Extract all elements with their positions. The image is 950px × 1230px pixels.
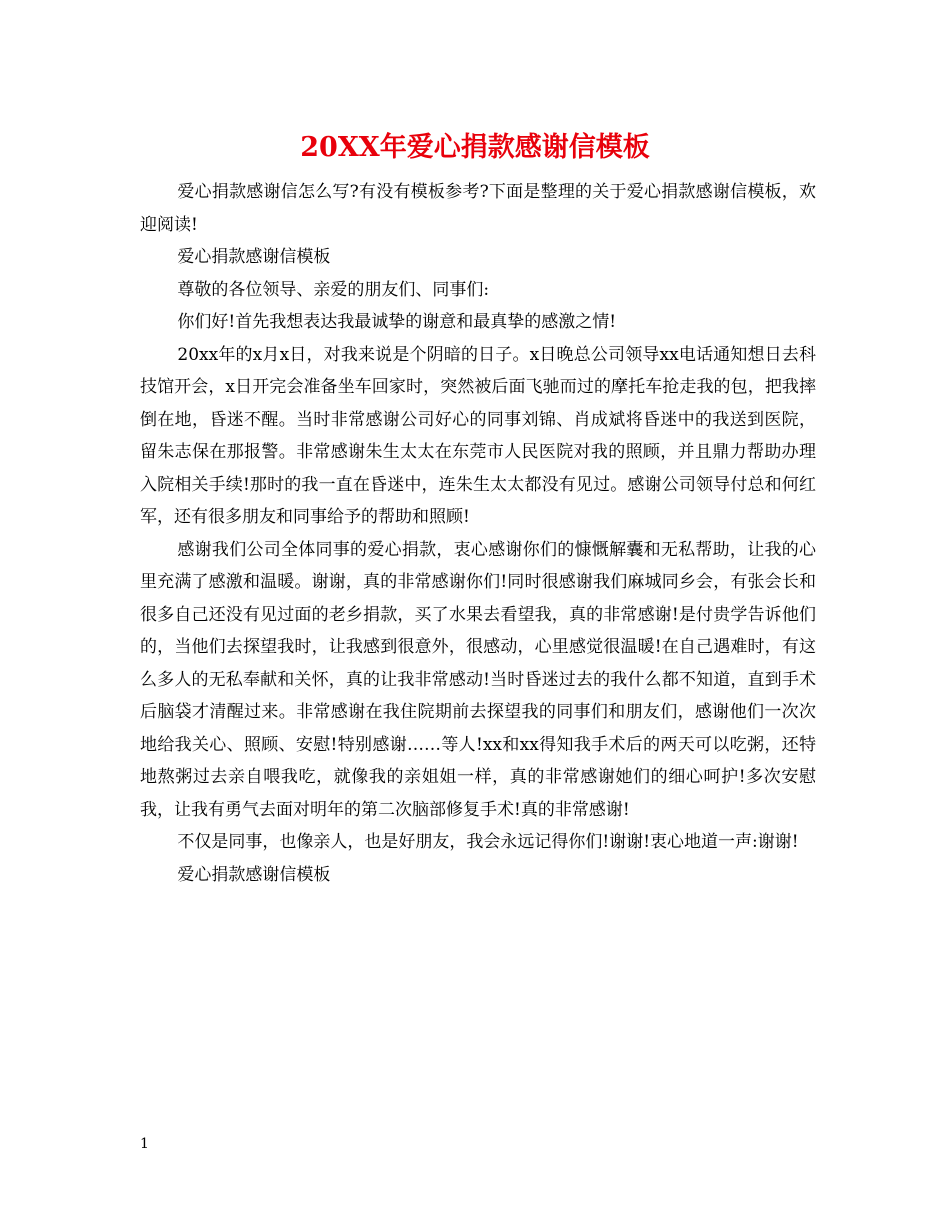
paragraph-greeting: 你们好!首先我想表达我最诚挚的谢意和最真挚的感激之情! (177, 312, 617, 332)
paragraph-thanks: 感谢我们公司全体同事的爱心捐款，衷心感谢你们的慷慨解囊和无私帮助，让我的心里充满了感激和温暖。谢谢，真的非常感谢你们!同时很感谢我们麻城同乡会，有张会长和很多自己还没有见过面的老乡捐款，买了水果去看望我，真的非常感谢!是付贵学告诉他们的，当他们去探望我时，让我感到很意外，很感动，心里感觉很温暖!在自己遇难时，有这么多人的无私奉献和关怀，真的让我非常感动!当时昏迷过去的我什么都不知道，直到手术后脑袋才清醒过来。非常感谢在我住院期前去探望我的同事们和朋友们，感谢他们一次次地给我关心、照顾、安慰!特别感谢……等人!xx和xx得知我手术后的两天可以吃粥，还特地熬粥过去亲自喂我吃，就像我的亲姐姐一样，真的非常感谢她们的细心呵护!多次安慰我，让我有勇气去面对明年的第二次脑部修复手术!真的非常感谢! (140, 539, 816, 820)
document-body (140, 176, 816, 891)
paragraph-intro: 爱心捐款感谢信怎么写?有没有模板参考?下面是整理的关于爱心捐款感谢信模板，欢迎阅读! (140, 182, 816, 235)
document-title: 20XX年爱心捐款感谢信模板 (300, 132, 650, 163)
page-number: 1 (140, 1136, 149, 1152)
paragraph-heading-repeat: 爱心捐款感谢信模板 (177, 864, 331, 885)
paragraph-salutation: 尊敬的各位领导、亲爱的朋友们、同事们: (177, 279, 490, 300)
paragraph-heading: 爱心捐款感谢信模板 (177, 247, 331, 267)
paragraph-closing: 不仅是同事，也像亲人，也是好朋友，我会永远记得你们!谢谢!衷心地道一声:谢谢! (177, 832, 799, 852)
paragraph-incident: 20xx年的x月x日，对我来说是个阴暗的日子。x日晚总公司领导xx电话通知想日去科技馆开会，x日开完会准备坐车回家时，突然被后面飞驰而过的摩托车抢走我的包，把我摔倒在地，昏迷不醒。当时非常感谢公司好心的同事刘锦、肖成斌将昏迷中的我送到医院，留朱志保在那报警。非常感谢朱生太太在东莞市人民医院对我的照顾，并且鼎力帮助办理入院相关手续!那时的我一直在昏迷中，连朱生太太都没有见过。感谢公司领导付总和何红军，还有很多朋友和同事给予的帮助和照顾! (140, 344, 816, 527)
